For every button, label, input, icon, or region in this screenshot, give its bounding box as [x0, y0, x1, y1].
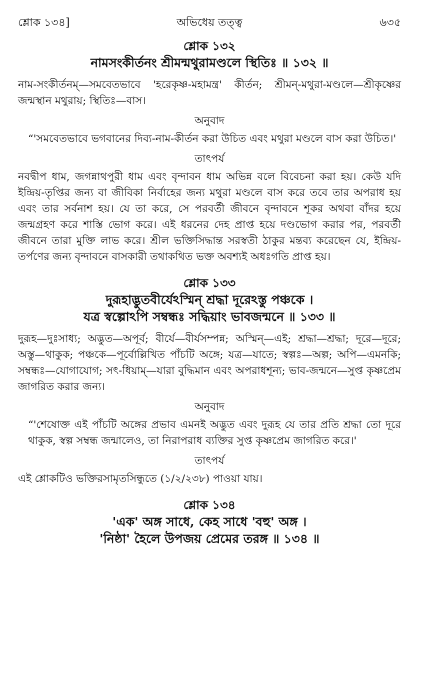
- verse-line: 'নিষ্ঠা' হৈলে উপজয় প্রেমের তরঙ্গ ॥ ১৩৪ ॥: [99, 531, 320, 546]
- translation: “'সমবেতভাবে ভগবানের দিব্য-নাম-কীর্তন করা উচিত এবং মথুরা মণ্ডলে বাস করা উচিত।': [28, 133, 397, 145]
- verse-line: যত্র স্বল্পোঽপি সম্বন্ধঃ সদ্ধিয়াং ভাবজন্মনে ॥ ১৩৩ ॥: [83, 309, 336, 324]
- translation-label: অনুবাদ: [194, 401, 225, 413]
- header-page-number: ৬৩৫: [379, 16, 401, 29]
- verse-line: নামসংকীর্তনং শ্রীমন্মথুরামণ্ডলে স্থিতিঃ ॥ ১৩২ ॥: [90, 55, 329, 70]
- purport-label: তাৎপর্য: [194, 153, 225, 165]
- verse-line: দুরূহাদ্ভুতবীর্যেঽস্মিন্ শ্রদ্ধা দূরেঽস্তু পঞ্চকে ।: [105, 292, 314, 307]
- header-verse-ref: শ্লোক ১৩৪]: [18, 16, 70, 29]
- translation: “'শেষোক্ত এই পাঁচটি অঙ্গের প্রভাব এমনই অদ্ভুত এবং দুরূহ যে তার প্রতি শ্রদ্ধা তো দূরে থাকুক, স্বল্প সম্বন্ধ জন্মালেও, তা নিরাপরাধ ব্যক্তির সুপ্ত কৃষ্ণপ্রেম জাগরিত করে।': [28, 419, 401, 447]
- header-chapter-title: অভিধেয় তত্ত্ব: [176, 16, 243, 29]
- translation-label: অনুবাদ: [194, 115, 225, 127]
- verse-heading: শ্লোক ১৩২: [183, 39, 236, 53]
- purport: এই শ্লোকটিও ভক্তিরসামৃতসিন্ধুতে (১/২/২৩৮) পাওয়া যায়।: [18, 473, 263, 485]
- synonyms: দুরূহ—দুঃসাধ্য; অদ্ভুত—অপূর্ব; বীর্যে—বীর্যসম্পন্ন; অস্মিন্—এই; শ্রদ্ধা—শ্রদ্ধা; দূরে—দূরে; অস্তু—থাকুক; পঞ্চকে—পূর্বোল্লিখিত পাঁচটি অঙ্গে; যত্র—যাতে; স্বল্পঃ—অল্প; অপি—এমনকি; সম্বন্ধঃ—যোগাযোগ; সৎ-ধিয়াম্—যারা বুদ্ধিমান এবং অপরাধশূন্য; ভাব-জন্মনে—সুপ্ত কৃষ্ণপ্রেম জাগরিত করার জন্য।: [18, 333, 401, 393]
- verse-heading: শ্লোক ১৩৩: [183, 276, 236, 290]
- page-header: [18, 14, 401, 30]
- purport: নবদ্বীপ ধাম, জগন্নাথপুরী ধাম এবং বৃন্দাবন ধাম অভিন্ন বলে বিবেচনা করা হয়। কেউ যদি ইন্দ্রিয়-তৃপ্তির জন্য বা জীবিকা নির্বাহের জন্য মথুরা মণ্ডলে বাস করে তবে তার অপরাধ হয় এবং তার সর্বনাশ হয়। যে তা করে, সে পরবর্তী জীবনে বৃন্দাবনে শূকর অথবা বাঁদর হয়ে জন্মগ্রহণ করে শাস্তি ভোগ করে। এই ধরনের দেহ প্রাপ্ত হয়ে দণ্ডভোগ করার পর, পরবর্তী জীবনে তারা মুক্তি লাভ করে। শ্রীল ভক্তিসিদ্ধান্ত সরস্বতী ঠাকুর মন্তব্য করেছেন যে, ইন্দ্রিয়-তর্পণের জন্য বৃন্দাবনে বাসকারী তথাকথিত ভক্ত অবশ্যই অধঃগতি প্রাপ্ত হয়।: [18, 171, 401, 263]
- purport-label: তাৎপর্য: [194, 455, 225, 467]
- verse-line: 'এক' অঙ্গ সাধে, কেহ সাধে 'বহু' অঙ্গ ।: [112, 514, 307, 529]
- verse-heading: শ্লোক ১৩৪: [183, 498, 236, 512]
- page-content: [18, 36, 401, 547]
- synonyms: নাম-সংকীর্তনম্—সমবেতভাবে 'হরেকৃষ্ণ-মহামন্ত্র' কীর্তন; শ্রীমন্-মথুরা-মণ্ডলে—শ্রীকৃষ্ণের জন্মস্থান মথুরায়; স্থিতিঃ—বাস।: [18, 79, 401, 107]
